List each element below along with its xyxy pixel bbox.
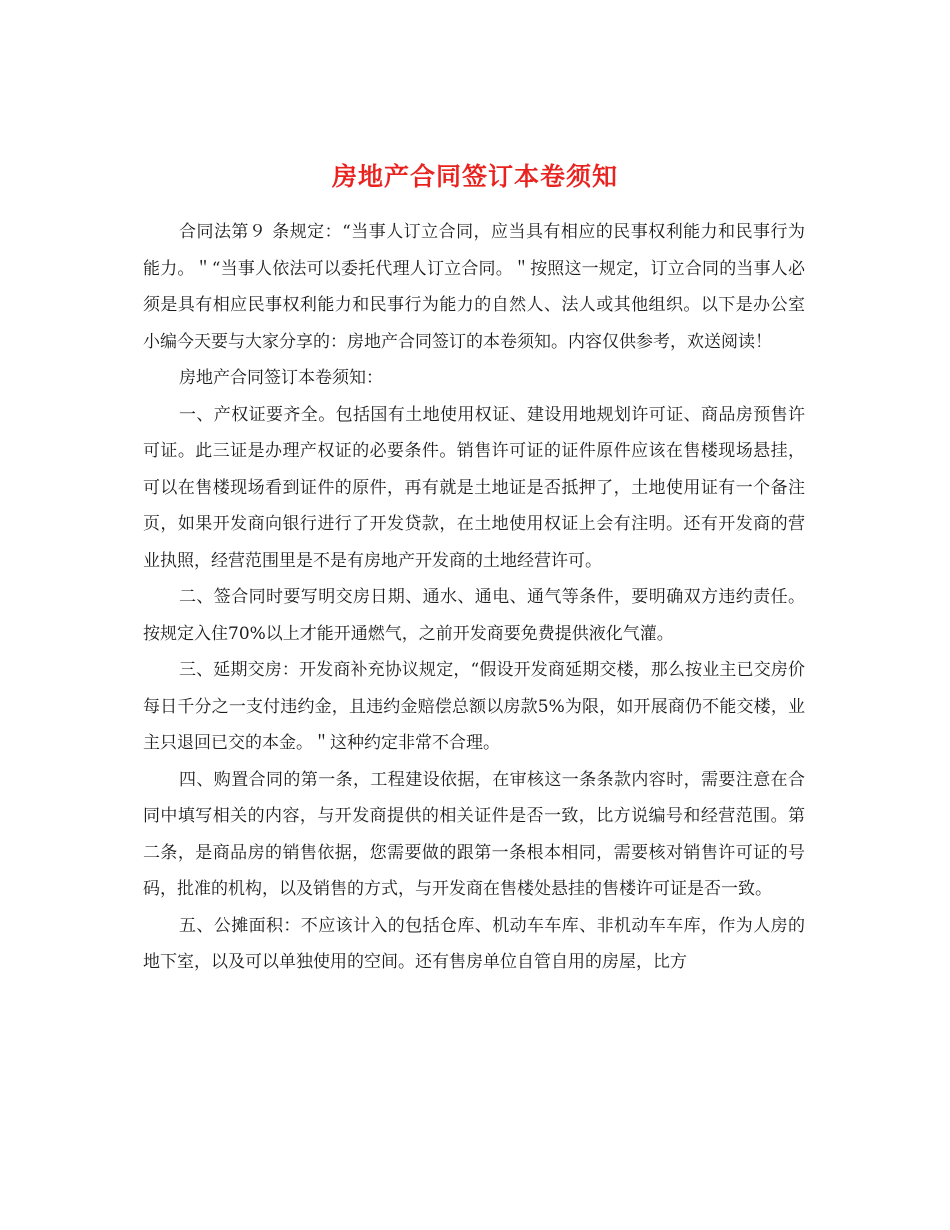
paragraph-item-3: 三、延期交房：开发商补充协议规定，“假设开发商延期交楼，那么按业主已交房价每日千分之一支付违约金，且违约金赔偿总额以房款5%为限，如开展商仍不能交楼，业主只退回已交的本金。＂这种约定非常不合理。 <box>143 660 805 753</box>
paragraph-item-2: 二、签合同时要写明交房日期、通水、通电、通气等条件，要明确双方违约责任。按规定入住70%以上才能开通燃气，之前开发商要免费提供液化气灌。 <box>143 587 805 644</box>
paragraph-intro: 合同法第９ 条规定：“当事人订立合同，应当具有相应的民事权利能力和民事行为能力。＂“当事人依法可以委托代理人订立合同。＂按照这一规定，订立合同的当事人必须是具有相应民事权利能力和民事行为能力的自然人、法人或其他组织。以下是办公室小编今天要与大家分享的：房地产合同签订的本卷须知。内容仅供参考，欢送阅读！ <box>143 222 805 352</box>
paragraph-item-1: 一、产权证要齐全。包括国有土地使用权证、建设用地规划许可证、商品房预售许可证。此三证是办理产权证的必要条件。销售许可证的证件原件应该在售楼现场悬挂，可以在售楼现场看到证件的原件，再有就是土地证是否抵押了，土地使用证有一个备注页，如果开发商向银行进行了开发贷款，在土地使用权证上会有注明。还有开发商的营业执照，经营范围里是不是有房地产开发商的土地经营许可。 <box>143 404 805 571</box>
document-title: 房地产合同签订本卷须知 <box>331 161 618 191</box>
paragraph-item-5: 五、公摊面积：不应该计入的包括仓库、机动车车库、非机动车车库，作为人房的地下室，以及可以单独使用的空间。还有售房单位自管自用的房屋，比方 <box>143 915 805 972</box>
document-body <box>143 214 805 981</box>
paragraph-heading: 房地产合同签订本卷须知： <box>179 368 383 388</box>
paragraph-item-4: 四、购置合同的第一条，工程建设依据，在审核这一条条款内容时，需要注意在合同中填写相关的内容，与开发商提供的相关证件是否一致，比方说编号和经营范围。第二条，是商品房的销售依据，您需要做的跟第一条根本相同，需要核对销售许可证的号码，批准的机构，以及销售的方式，与开发商在售楼处悬挂的售楼许可证是否一致。 <box>143 769 805 899</box>
